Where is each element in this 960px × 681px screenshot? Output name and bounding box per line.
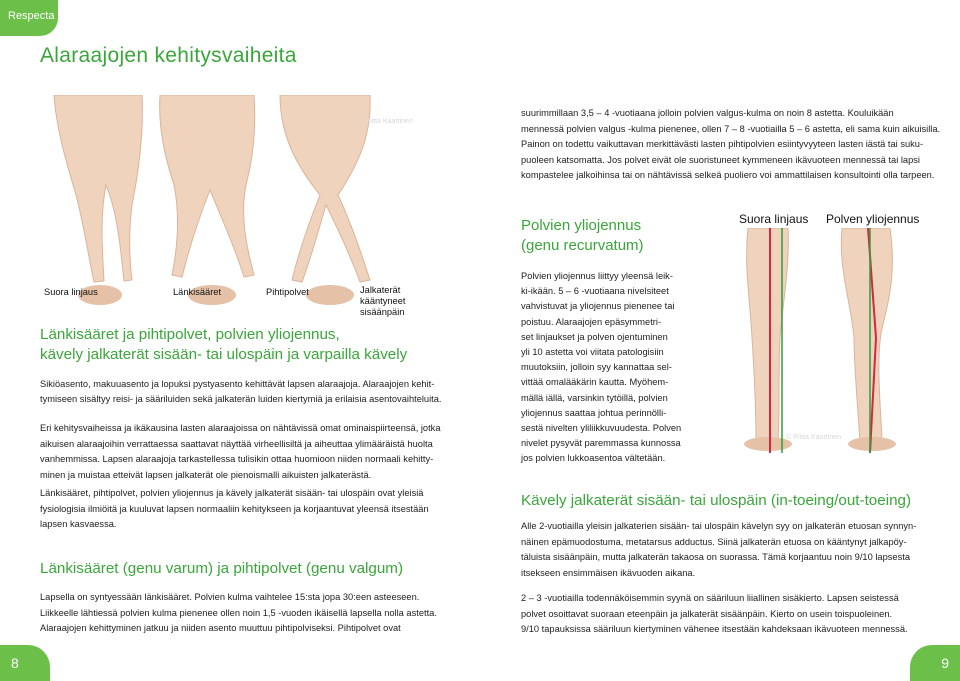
label-bow-legs: Länkisääret xyxy=(173,287,222,297)
knee-hyperextension-photo xyxy=(730,228,920,453)
left-section-heading: Länkisääret ja pihtipolvet, polvien yliojennus, kävely jalkaterät sisään- tai ulospäin ja varpailla kävely xyxy=(40,326,408,363)
varum-valgum-text: Lapsella on syntyessään länkisääret. Polvien kulma vaihtelee 15:sta jopa 30:een asteeseen. Liikkeelle lähtiessä polvien kulma pienenee ollen noin 1,5 -vuoden ikäisellä lapsella nolla astetta. Alaraajojen kehittyminen jatkuu ja niiden asento muuttuu pihtipolviseksi. Pihtipolvet ovat xyxy=(40,592,437,634)
page-number-right: 9 xyxy=(910,645,960,681)
varum-valgum-heading: Länkisääret (genu varum) ja pihtipolvet (genu valgum) xyxy=(40,560,404,577)
label-straight: Suora linjaus xyxy=(44,287,98,297)
toeing-paragraph-1: Alle 2-vuotiailla yleisin jalkaterien sisään- tai ulospäin kävelyn syy on jalkaterän etuosan synnyn- näinen epämuodostuma, metatarsus adductus. Siinä jalkaterän etuosa on kääntynyt jalkapöy- täluista sisäänpäin, mutta jalkaterän takaosa on suorassa. Tämä korjaantuu noin 9/10 lapsesta itsekseen ensimmäisen ikävuoden aikana. xyxy=(521,521,917,578)
left-paragraph-2: Eri kehitysvaiheissa ja ikäkausina lasten alaraajoissa on nähtävissä omat ominaispiirteensä, jotka aikuisen alaraajoihin verrattaessa saattavat näyttää virheellisiltä ja aiheuttaa ylimääräistä huolta vanhemmissa. Lapsen alaraajoja tarkastellessa tulisikin ottaa huomioon niiden normaali kehitty- minen ja muistaa etteivät lapsen jalkaterät ole pienoismalli aikuisten jalkaterästä. xyxy=(40,423,441,480)
left-paragraph-1: Sikiöasento, makuuasento ja lopuksi pystyasento kehittävät lapsen alaraajoja. Alaraajojen kehit- tymiseen sisältyy reisi- ja sääriluiden sekä jalkaterän luiden kiertymiä ja erilaisia asentovaihteluita. xyxy=(40,379,442,405)
hyperextension-heading: Polvien yliojennus (genu recurvatum) xyxy=(521,217,644,254)
section-tab: Respecta xyxy=(0,0,58,36)
left-paragraph-3: Länkisääret, pihtipolvet, polvien yliojennus ja kävely jalkaterät sisään- tai ulospäin ovat yleisiä fysiologisia ilmiöitä ja kuuluvat lapsen normaaliin kehitykseen ja korjaantuvat yleensä itsestään lapsen kasvaessa. xyxy=(40,488,429,530)
label-straight-right: Suora linjaus xyxy=(739,212,809,226)
photo-credit-right: © Riitta Kaartinen xyxy=(786,434,841,441)
photo-credit-left: Riitta Kaartinen xyxy=(365,118,413,125)
label-knock-knees: Pihtipolvet xyxy=(266,287,309,297)
toeing-paragraph-2: 2 – 3 -vuotiailla todennäköisemmin syynä on sääriluun liiallinen sisäkierto. Lapsen seistessä polvet osoittavat suoraan eteenpäin ja jalkaterät sisäänpäin. Kierto on usein toispuoleinen. 9/10 tapauksissa sääriluun kiertyminen vähenee itsestään kahdeksaan ikävuoteen mennessä. xyxy=(521,593,908,635)
hyperextension-text: Polvien yliojennus liittyy yleensä leik- ki-ikään. 5 – 6 -vuotiaana nivelsiteet vahvistuvat ja yliojennus pienenee tai poistuu. Alaraajojen epäsymmetri- set linjaukset ja polven ojentuminen yli 10 astetta voi viitata patologisiin muutoksiin, jolloin syy kannattaa sel- vittää omalääkärin kautta. Myöhem- mällä iällä, varsinkin tytöillä, polvien yliojennus saattaa johtua perinnölli- sestä nivelten yliliikkuvuudesta. Polven nivelet pysyvät paremmassa kunnossa jos polvien lukkoasentoa vältetään. xyxy=(521,271,682,464)
toeing-heading: Kävely jalkaterät sisään- tai ulospäin (in-toeing/out-toeing) xyxy=(521,492,912,509)
intro-right-text: suurimmillaan 3,5 – 4 -vuotiaana jolloin polvien valgus-kulma on noin 8 astetta. Kouluikään mennessä polvien valgus -kulma pienenee, ollen 7 – 8 -vuotiailla 5 – 6 astetta, eli sama kuin aikuisilla. Painon on todettu vaikuttavan merkittävästi lasten pihtipolvien esiintyvyyteen lasten iästä tai suku- puoleen katsomatta. Jos polvet eivät ole suoristuneet kymmeneen ikävuoteen mennessä tai lapsi kompastelee jalkoihinsa tai on nähtävissä selkeä puoliero voi ammattilaisen konsultointi olla tarpeen. xyxy=(521,108,941,180)
page-title: Alaraajojen kehitysvaiheita xyxy=(40,44,297,67)
page-number-left: 8 xyxy=(0,645,50,681)
label-feet-inward: Jalkaterät kääntyneet sisäänpäin xyxy=(360,285,406,317)
label-hyperextension: Polven yliojennus xyxy=(826,212,920,226)
